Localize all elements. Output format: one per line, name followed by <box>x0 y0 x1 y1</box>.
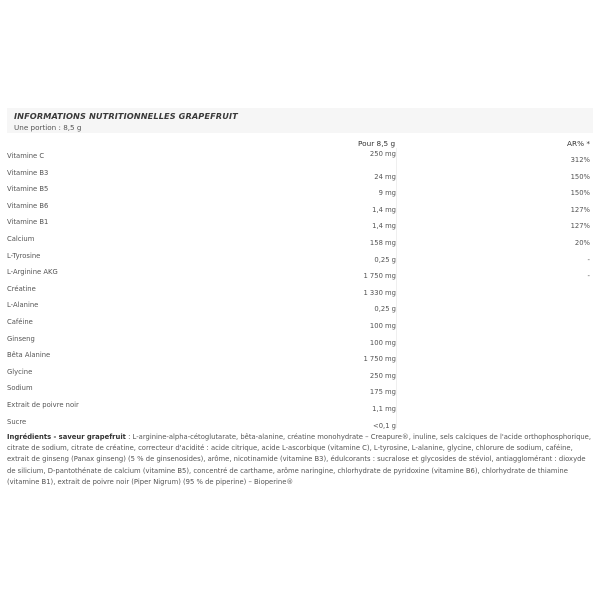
column-header-quantity: Pour 8,5 g <box>358 139 396 148</box>
table-row <box>0 333 600 349</box>
nutrient-quantity: 250 mg <box>369 150 396 158</box>
nutrient-ar: - <box>587 272 590 281</box>
nutrient-name: Caféine <box>7 318 33 326</box>
nutrient-name: Sodium <box>7 384 33 393</box>
table-row <box>0 266 600 282</box>
table-row <box>0 250 600 266</box>
nutrient-quantity: 100 mg <box>369 322 396 330</box>
nutrient-name: L-Alanine <box>7 301 39 310</box>
nutrient-name: L-Tyrosine <box>7 251 41 260</box>
column-header-ar: AR% * <box>567 139 590 148</box>
nutrient-name: Ginseng <box>7 334 35 343</box>
nutrient-quantity: 158 mg <box>369 239 396 247</box>
nutrient-quantity: 1,1 mg <box>372 405 396 413</box>
ingredients-text: : L-arginine-alpha-cétoglutarate, bêta-alanine, créatine monohydrate – Creapure®, inuline, sels calciques de l'acide orthophosphorique, citrate de sodium, citrate de créatine, correcteur d'acidité : acide citrique, acide L-ascorbique (vitamine C), L-tyrosine, L-alanine, glycine, chlorure de sodium, caféine, extrait de ginseng (Panax ginseng) (5 % de ginsenosides), arôme, nicotinamide (vitamine B3), édulcorants : sucralose et glycosides de stéviol, antiagglomérant : dioxyde de silicium, D-pantothénate de calcium (vitamine B5), concentré de carthame, arôme naringine, chlorhydrate de pyridoxine (vitamine B6), chlorhydrate de thiamine (vitamine B1), extrait de poivre noir (Piper Nigrum) (95 % de piperine) – Bioperine® <box>7 433 592 486</box>
table-row <box>0 216 600 232</box>
nutrient-name: Vitamine B1 <box>7 218 49 227</box>
nutrient-name: L-Arginine AKG <box>7 268 58 277</box>
table-row <box>0 299 600 315</box>
nutrient-ar: - <box>587 255 590 264</box>
nutrient-ar: 127% <box>570 222 590 231</box>
nutrient-name: Calcium <box>7 235 35 243</box>
nutrient-quantity: 24 mg <box>374 172 396 181</box>
portion-size: Une portion : 8,5 g <box>14 123 82 132</box>
nutrient-name: Créatine <box>7 284 36 293</box>
nutrient-name: Vitamine B3 <box>7 168 49 177</box>
nutrient-quantity: 250 mg <box>369 371 396 380</box>
nutrient-quantity: 1 750 mg <box>363 272 396 281</box>
nutrient-ar: 150% <box>570 172 590 181</box>
nutrient-name: Vitamine B6 <box>7 201 49 210</box>
table-row <box>0 316 600 332</box>
nutrient-quantity: 1 750 mg <box>363 355 396 364</box>
nutrient-quantity: 0,25 g <box>374 255 396 264</box>
nutrient-quantity: <0,1 g <box>373 421 396 430</box>
nutrient-quantity: 1,4 mg <box>372 222 396 231</box>
nutrient-ar: 127% <box>570 205 590 214</box>
nutrient-name: Bêta Alanine <box>7 351 51 360</box>
nutrient-ar: 150% <box>570 189 590 198</box>
nutrient-name: Glycine <box>7 367 33 376</box>
table-row <box>0 382 600 398</box>
table-row <box>0 167 600 183</box>
table-row <box>0 183 600 199</box>
nutrient-quantity: 9 mg <box>378 189 396 198</box>
table-row <box>0 233 600 249</box>
table-row <box>0 399 600 415</box>
nutrient-name: Sucre <box>7 417 27 426</box>
table-row <box>0 283 600 299</box>
table-row <box>0 366 600 382</box>
table-row <box>0 416 600 432</box>
nutrient-name: Vitamine B5 <box>7 185 49 194</box>
ingredients-label: Ingrédients - saveur grapefruit <box>7 433 126 441</box>
nutrient-quantity: 1 330 mg <box>363 288 396 297</box>
nutrient-ar: 312% <box>570 156 590 164</box>
table-row <box>0 349 600 365</box>
nutrient-quantity: 0,25 g <box>374 305 396 314</box>
nutrient-name: Vitamine C <box>7 152 45 160</box>
table-row <box>0 200 600 216</box>
nutrient-quantity: 100 mg <box>369 338 396 347</box>
table-row <box>0 150 600 166</box>
nutrient-ar: 20% <box>574 239 590 247</box>
nutrient-quantity: 175 mg <box>369 388 396 397</box>
nutrition-title: INFORMATIONS NUTRITIONNELLES GRAPEFRUIT <box>14 111 238 121</box>
ingredients-paragraph <box>7 432 593 488</box>
nutrient-quantity: 1,4 mg <box>372 205 396 214</box>
nutrient-name: Extrait de poivre noir <box>7 401 79 409</box>
